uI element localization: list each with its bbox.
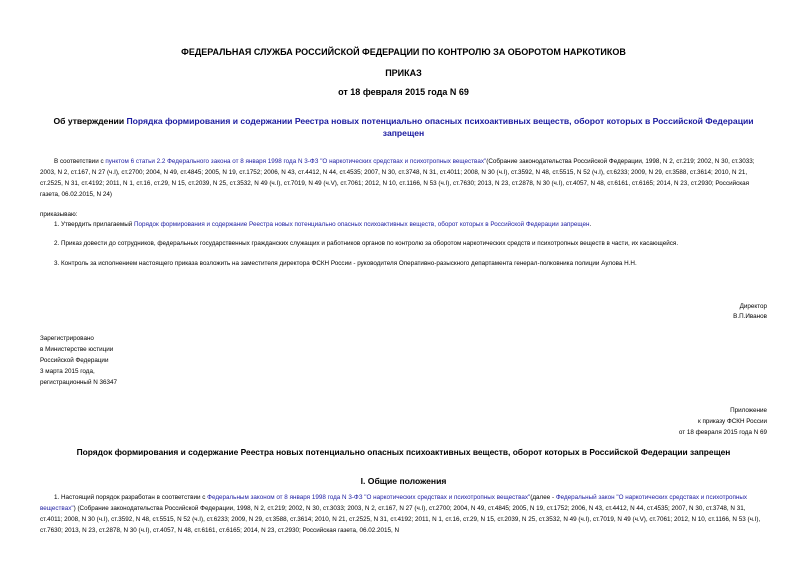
- registration-line-4: 3 марта 2015 года,: [40, 368, 95, 375]
- registration-line-2: в Министерстве юстиции: [40, 346, 114, 353]
- document-title: [40, 115, 767, 139]
- registration-line-5: регистрационный N 36347: [40, 379, 118, 386]
- p1-mid: (далее -: [530, 494, 556, 501]
- order-item-1: [54, 219, 768, 230]
- preamble-paragraph: [40, 156, 768, 200]
- doc-type-heading: ПРИКАЗ: [385, 68, 422, 78]
- order-item-1-post: .: [589, 221, 592, 228]
- p1-law-link-short[interactable]: Федеральный закон "О наркотических средствах и психотропных веществах": [40, 494, 748, 512]
- appendix-line-1: Приложение: [730, 407, 767, 414]
- appendix-line-2: к приказу ФСКН России: [697, 418, 767, 425]
- procedure-paragraph-1: [40, 492, 768, 536]
- order-item-3: 3. Контроль за исполнением настоящего приказа возложить на заместителя директора ФСКН России - руководителя Оперативно-разыскного департамента генерал-полковника полиции Аулова Н.Н.: [54, 260, 637, 267]
- procedure-title: Порядок формирования и содержание Реестра новых потенциально опасных психоактивных веществ, оборот которых в Российской Федерации запрещен: [76, 447, 731, 457]
- preamble-law-link[interactable]: пунктом 6 статьи 2.2 Федерального закона от 8 января 1998 года N 3-ФЗ "О наркотических средствах и психотропных веществах": [105, 158, 487, 165]
- appendix-line-3: от 18 февраля 2015 года N 69: [678, 429, 767, 436]
- doc-date: от 18 февраля 2015 года N 69: [338, 87, 469, 97]
- registration-block: [40, 333, 117, 388]
- p1-law-link[interactable]: Федеральным законом от 8 января 1998 года N 3-ФЗ "О наркотических средствах и психотропных веществах": [207, 494, 531, 501]
- section-heading-1: I. Общие положения: [360, 476, 447, 486]
- order-item-2: 2. Приказ довести до сотрудников, федеральных государственных гражданских служащих и работников органов по контролю за оборотом наркотических средств и психотропных веществ в части, их касающейся.: [54, 240, 679, 247]
- appendix-block: [679, 405, 767, 438]
- p1-pre: 1. Настоящий порядок разработан в соответствии с: [54, 494, 208, 501]
- document-title-link[interactable]: Порядка формирования и содержании Реестра новых потенциально опасных психоактивных веществ, оборот которых в Российской Федерации запрещен: [126, 116, 754, 138]
- p1-post: ) (Собрание законодательства Российской Федерации, 1998, N 2, ст.219; 2002, N 30, ст.3033; 2003, N 2, ст.167, N 27 (ч.I), ст.2700; 2004, N 49, ст.4845; 2005, N 19, ст.1752; 2006, N 43, ст.4412, N 44, ст.4535; 2007, N 30, ст.3748, N 31, ст.4011; 2008, N 30 (ч.I), ст.3592, N 48, ст.5515, N 52 (ч.I), ст.6233; 2009, N 29, ст.3588, ст.3614; 2010, N 21, ст.2525, N 31, ст.4192; 2011, N 1, ст.16, ст.29, N 15, ст.2039, N 25, ст.3532, N 49 (ч.I), ст.7019, N 49 (ч.V), ст.7061; 2012, N 10, ст.1166, N 53 (ч.I), ст.7630; 2013, N 23, ст.2878, N 30 (ч.I), ст.4057, N 48, ст.6161, ст.6165; 2014, N 23, ст.2930; Российская газета, 06.02.2015, N: [40, 505, 761, 534]
- document-title-prefix: Об утверждении: [53, 116, 127, 126]
- signature-position: Директор: [739, 303, 767, 310]
- preamble-pre: В соответствии с: [54, 158, 106, 165]
- registration-line-1: Зарегистрировано: [40, 335, 94, 342]
- order-item-1-link[interactable]: Порядок формирования и содержание Реестра новых потенциально опасных психоактивных веществ, оборот которых в Российской Федерации запрещен: [134, 221, 590, 228]
- agency-heading: ФЕДЕРАЛЬНАЯ СЛУЖБА РОССИЙСКОЙ ФЕДЕРАЦИИ ПО КОНТРОЛЮ ЗА ОБОРОТОМ НАРКОТИКОВ: [181, 47, 626, 57]
- order-item-1-pre: 1. Утвердить прилагаемый: [54, 221, 135, 228]
- signature-name: В.П.Иванов: [733, 313, 767, 320]
- preamble-post: (Собрание законодательства Российской Федерации, 1998, N 2, ст.219; 2002, N 30, ст.3033; 2003, N 2, ст.167, N 27 (ч.I), ст.2700; 2004, N 49, ст.4845; 2005, N 19, ст.1752; 2006, N 43, ст.4412, N 44, ст.4535; 2007, N 30, ст.3748, N 31, ст.4011; 2008, N 30 (ч.I), ст.3592, N 48, ст.5515, N 52 (ч.I), ст.6233; 2009, N 29, ст.3588, ст.3614; 2010, N 21, ст.2525, N 31, ст.4192; 2011, N 1, ст.16, ст.29, N 15, ст.2039, N 25, ст.3532, N 49 (ч.I), ст.7019, N 49 (ч.V), ст.7061; 2012, N 10, ст.1166, N 53 (ч.I), ст.7630; 2013, N 23, ст.2878, N 30 (ч.I), ст.4057, N 48, ст.6161, ст.6165; 2014, N 23, ст.2930; Российская газета, 06.02.2015, N 24): [40, 158, 755, 198]
- registration-line-3: Российской Федерации: [40, 357, 109, 364]
- orders-intro: приказываю:: [40, 211, 78, 218]
